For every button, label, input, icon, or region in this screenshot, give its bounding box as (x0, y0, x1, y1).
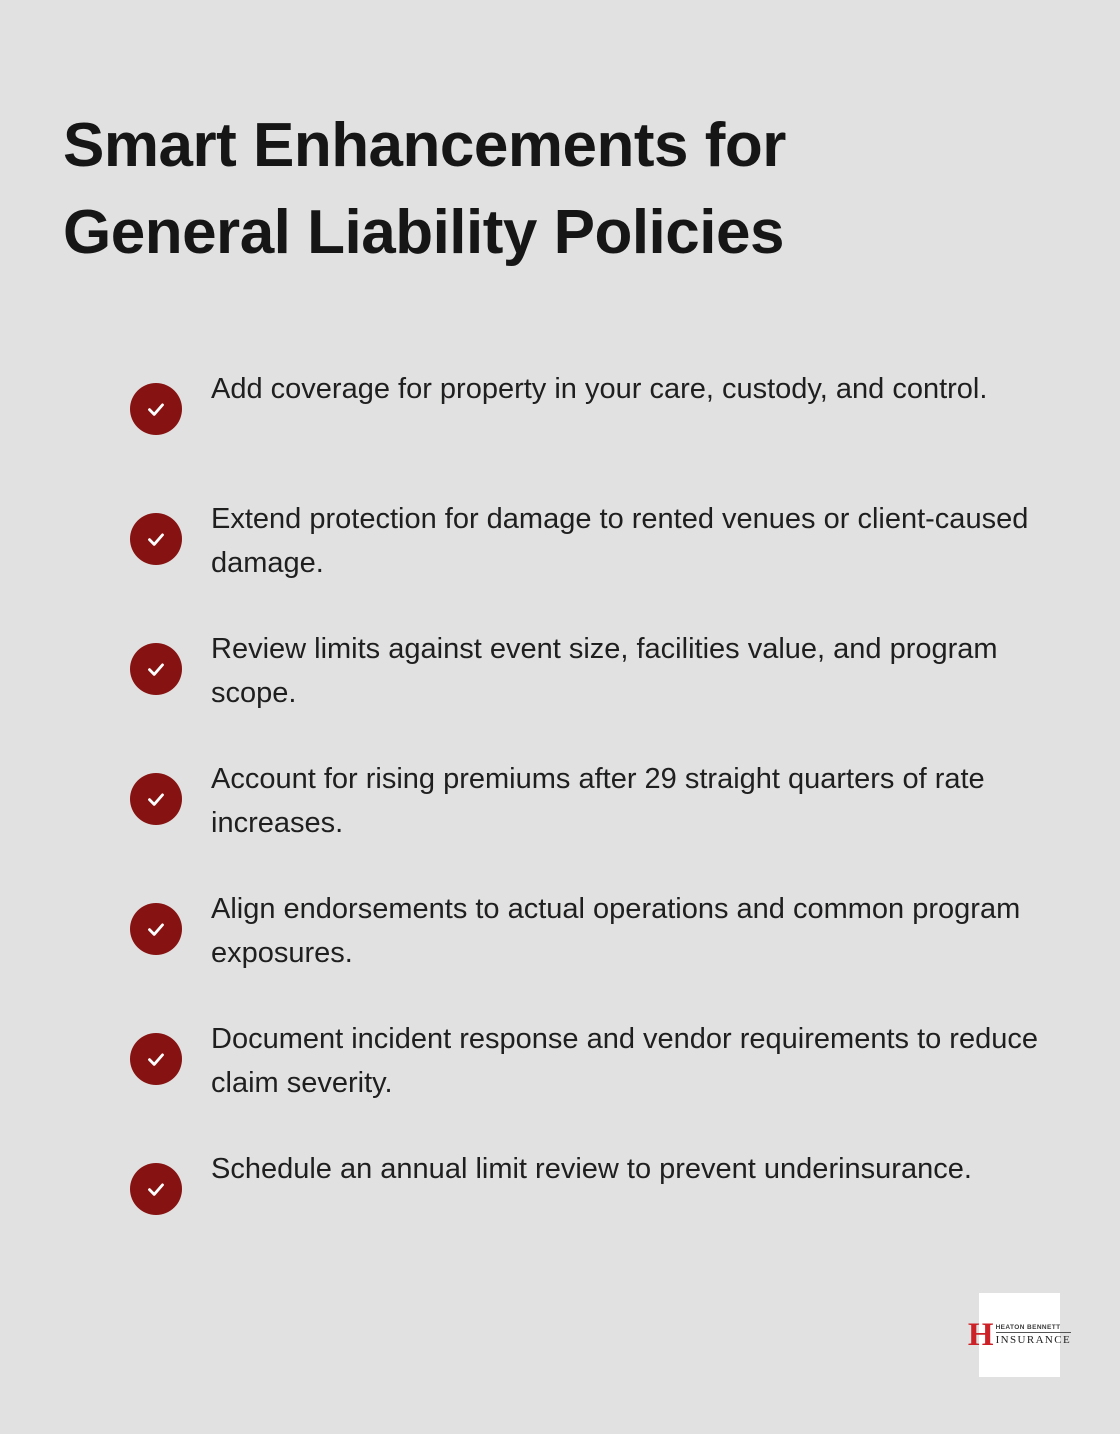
checkmark-icon (130, 1163, 182, 1215)
checkmark-icon (130, 903, 182, 955)
checklist-item-text: Schedule an annual limit review to prevent underinsurance. (211, 1153, 972, 1185)
brand-logo (967, 1293, 1072, 1377)
checklist-item-text: Extend protection for damage to rented venues or client-caused damage. (211, 503, 1029, 579)
checklist-item (130, 887, 1060, 975)
checklist-item (130, 367, 1060, 455)
page-title (63, 102, 786, 276)
checklist-item (130, 1147, 1060, 1235)
checkmark-icon (130, 1033, 182, 1085)
checklist-item-text: Account for rising premiums after 29 straight quarters of rate increases. (211, 763, 985, 839)
checkmark-icon (130, 643, 182, 695)
checklist-item (130, 497, 1060, 585)
logo-company-name: HEATON BENNETT (996, 1324, 1072, 1333)
checklist-item (130, 757, 1060, 845)
checklist-item-text: Review limits against event size, facilities value, and program scope. (211, 633, 998, 709)
checklist-item (130, 627, 1060, 715)
checklist-item-text: Add coverage for property in your care, custody, and control. (211, 373, 988, 405)
checklist-item-text: Align endorsements to actual operations and common program exposures. (211, 893, 1021, 969)
checklist (130, 367, 1060, 1235)
logo-wordmark (996, 1324, 1072, 1346)
checklist-item-text: Document incident response and vendor requirements to reduce claim severity. (211, 1023, 1038, 1099)
page-title-line1: Smart Enhancements for (63, 111, 786, 180)
checkmark-icon (130, 383, 182, 435)
page-title-line2: General Liability Policies (63, 198, 784, 267)
logo-monogram-h: H (967, 1316, 994, 1353)
checkmark-icon (130, 773, 182, 825)
checkmark-icon (130, 513, 182, 565)
checklist-item (130, 1017, 1060, 1105)
brand-logo-lockup (967, 1316, 1072, 1353)
logo-company-type: INSURANCE (995, 1334, 1072, 1346)
